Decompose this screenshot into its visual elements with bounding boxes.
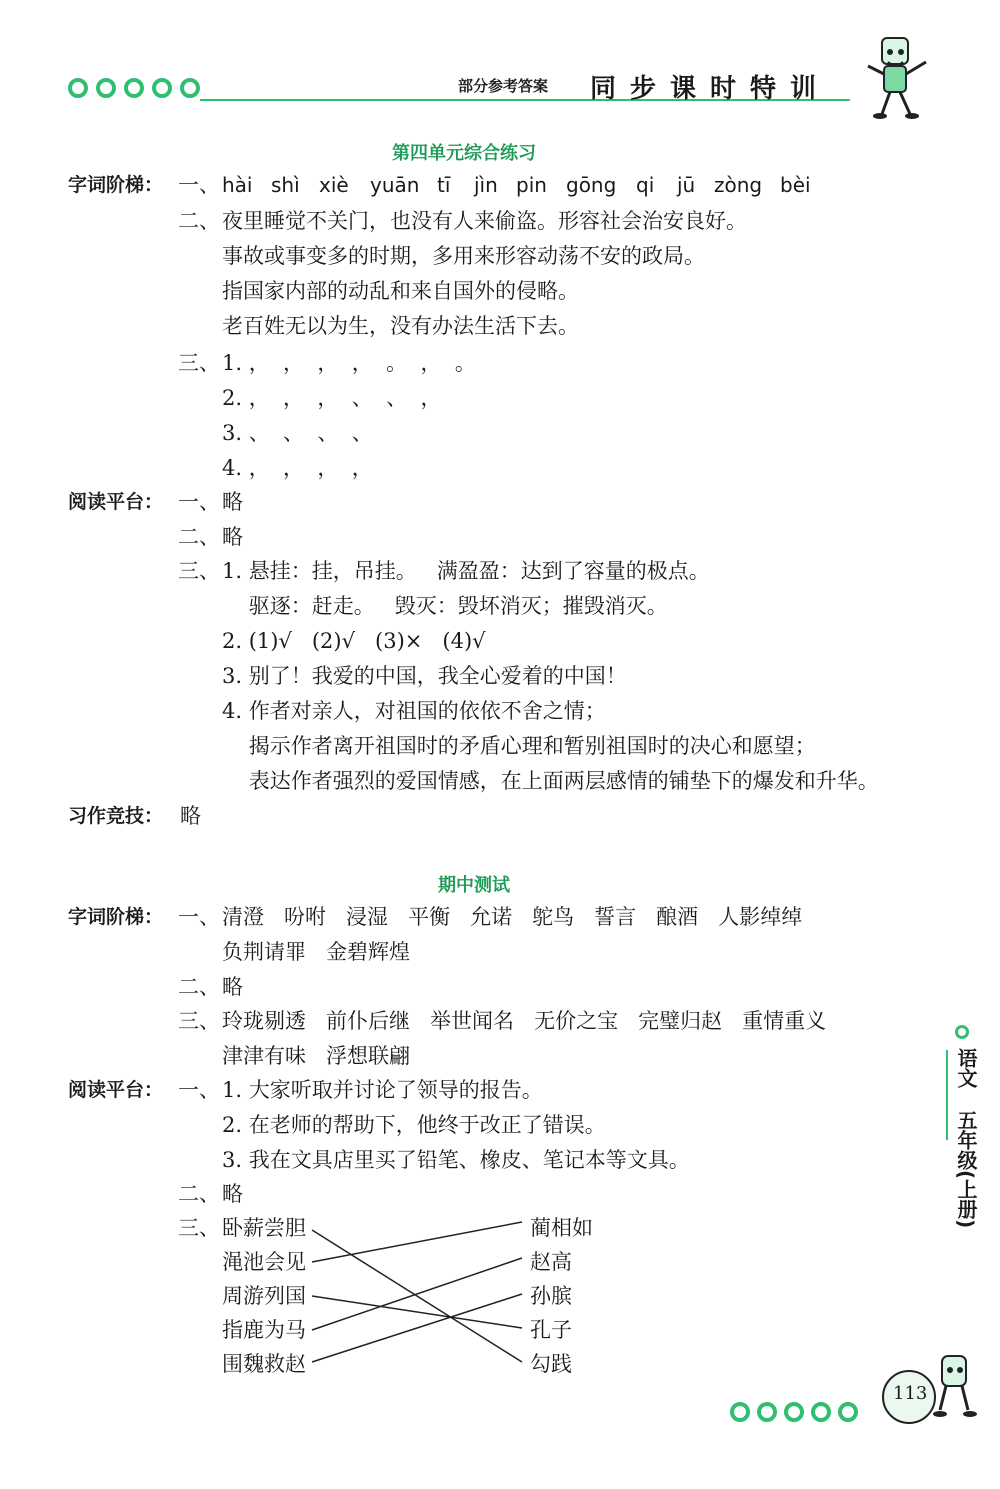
item-number: 二、: [178, 1182, 220, 1206]
answer-line: 略: [180, 804, 201, 828]
decor-circle-icon: [838, 1402, 858, 1422]
answer-line: 略: [222, 490, 243, 514]
item-number: 三、: [178, 351, 220, 375]
label-yuedu: 阅读平台：: [68, 491, 164, 513]
answer-line: 3. 、 、 、 、: [222, 421, 373, 445]
decor-circle-icon: [955, 1025, 969, 1039]
answer-line: 夜里睡觉不关门，也没有人来偷盗。形容社会治安良好。: [222, 209, 747, 233]
answer-line: 略: [222, 525, 243, 549]
label-xizuo: 习作竞技：: [68, 805, 164, 827]
answer-line: 3. 我在文具店里买了铅笔、橡皮、笔记本等文具。: [222, 1148, 690, 1172]
match-left-item: 周游列国: [222, 1284, 306, 1308]
match-line: [312, 1294, 522, 1362]
item-number: 三、: [178, 1216, 220, 1240]
answer-line: 驱逐：赶走。 毁灭：毁坏消灭；摧毁消灭。: [222, 594, 668, 618]
match-line: [312, 1258, 522, 1330]
pinyin-item: bèi: [780, 173, 811, 197]
match-left-item: 渑池会见: [222, 1250, 306, 1274]
answer-line: 事故或事变多的时期，多用来形容动荡不安的政局。: [222, 244, 705, 268]
pinyin-item: gōng: [566, 173, 617, 197]
pinyin-item: xiè: [319, 173, 349, 197]
pinyin-item: zòng: [714, 173, 763, 197]
label-ciyi: 字词阶梯：: [68, 174, 164, 196]
match-left-item: 卧薪尝胆: [222, 1216, 306, 1240]
item-number: 二、: [178, 209, 220, 233]
answer-line: 4. 作者对亲人，对祖国的依依不舍之情；: [222, 699, 606, 723]
mascot-icon: [930, 1352, 980, 1422]
sidebar-rule: [946, 1050, 948, 1140]
answer-line: 3. 别了！我爱的中国，我全心爱着的中国！: [222, 664, 627, 688]
answer-line: 略: [222, 1182, 243, 1206]
answer-line: 1. 大家听取并讨论了领导的报告。: [222, 1078, 543, 1102]
sidebar-subject: 语文: [954, 1048, 978, 1088]
pinyin-item: jìn: [474, 173, 498, 197]
match-left-item: 围魏救赵: [222, 1352, 306, 1376]
pinyin-item: shì: [271, 173, 300, 197]
decor-circle-icon: [811, 1402, 831, 1422]
page-number: 113: [893, 1383, 928, 1404]
match-line: [312, 1296, 522, 1328]
answer-line: 2. (1)√ (2)√ (3)× (4)√: [222, 629, 486, 653]
item-number: 二、: [178, 525, 220, 549]
section-title: 期中测试: [438, 875, 510, 896]
answer-line: 表达作者强烈的爱国情感，在上面两层感情的铺垫下的爆发和升华。: [222, 769, 879, 793]
answer-line: 老百姓无以为生，没有办法生活下去。: [222, 314, 579, 338]
pinyin-item: tī: [437, 173, 451, 197]
item-number: 一、: [178, 173, 220, 197]
answer-line: 2. 在老师的帮助下，他终于改正了错误。: [222, 1113, 606, 1137]
pinyin-item: jū: [677, 173, 696, 197]
label-yuedu: 阅读平台：: [68, 1079, 164, 1101]
decor-circle-icon: [757, 1402, 777, 1422]
sidebar-grade: 五年级(上册): [954, 1110, 978, 1229]
decor-circle-icon: [730, 1402, 750, 1422]
item-number: 二、: [178, 975, 220, 999]
answer-line: 玲珑剔透 前仆后继 举世闻名 无价之宝 完璧归赵 重情重义: [222, 1009, 827, 1033]
pinyin-item: pin: [516, 173, 547, 197]
match-right-item: 赵高: [530, 1250, 572, 1274]
pinyin-item: qi: [636, 173, 655, 197]
header-series-title: 同步课时特训: [590, 74, 831, 104]
item-number: 一、: [178, 490, 220, 514]
item-number: 一、: [178, 1078, 220, 1102]
decor-circle-icon: [784, 1402, 804, 1422]
match-right-item: 勾践: [530, 1352, 572, 1376]
label-ciyi: 字词阶梯：: [68, 906, 164, 928]
match-right-item: 蔺相如: [530, 1216, 593, 1240]
answer-line: 负荆请罪 金碧辉煌: [222, 940, 411, 964]
item-number: 三、: [178, 559, 220, 583]
answer-line: 津津有味 浮想联翩: [222, 1044, 411, 1068]
pinyin-item: hài: [222, 173, 253, 197]
answer-line: 清澄 吩咐 浸湿 平衡 允诺 鸵鸟 誓言 酿酒 人影绰绰: [222, 905, 803, 929]
header-subtitle: 部分参考答案: [458, 77, 549, 95]
match-right-item: 孔子: [530, 1318, 572, 1342]
pinyin-item: yuān: [370, 173, 420, 197]
section-title: 第四单元综合练习: [392, 143, 536, 164]
answer-line: 揭示作者离开祖国时的矛盾心理和暂别祖国时的决心和愿望；: [222, 734, 816, 758]
answer-line: 2. ， ， ， 、 、 ，: [222, 386, 442, 410]
match-right-item: 孙膑: [530, 1284, 572, 1308]
match-line: [312, 1230, 522, 1362]
answer-line: 1. ， ， ， ， 。 ， 。: [222, 351, 476, 375]
answer-line: 1. 悬挂：挂，吊挂。 满盈盈：达到了容量的极点。: [222, 559, 710, 583]
match-left-item: 指鹿为马: [222, 1318, 306, 1342]
answer-line: 指国家内部的动乱和来自国外的侵略。: [222, 279, 579, 303]
match-line: [312, 1222, 522, 1262]
answer-line: 4. ， ， ， ，: [222, 456, 373, 480]
answer-line: 略: [222, 975, 243, 999]
item-number: 一、: [178, 905, 220, 929]
item-number: 三、: [178, 1009, 220, 1033]
